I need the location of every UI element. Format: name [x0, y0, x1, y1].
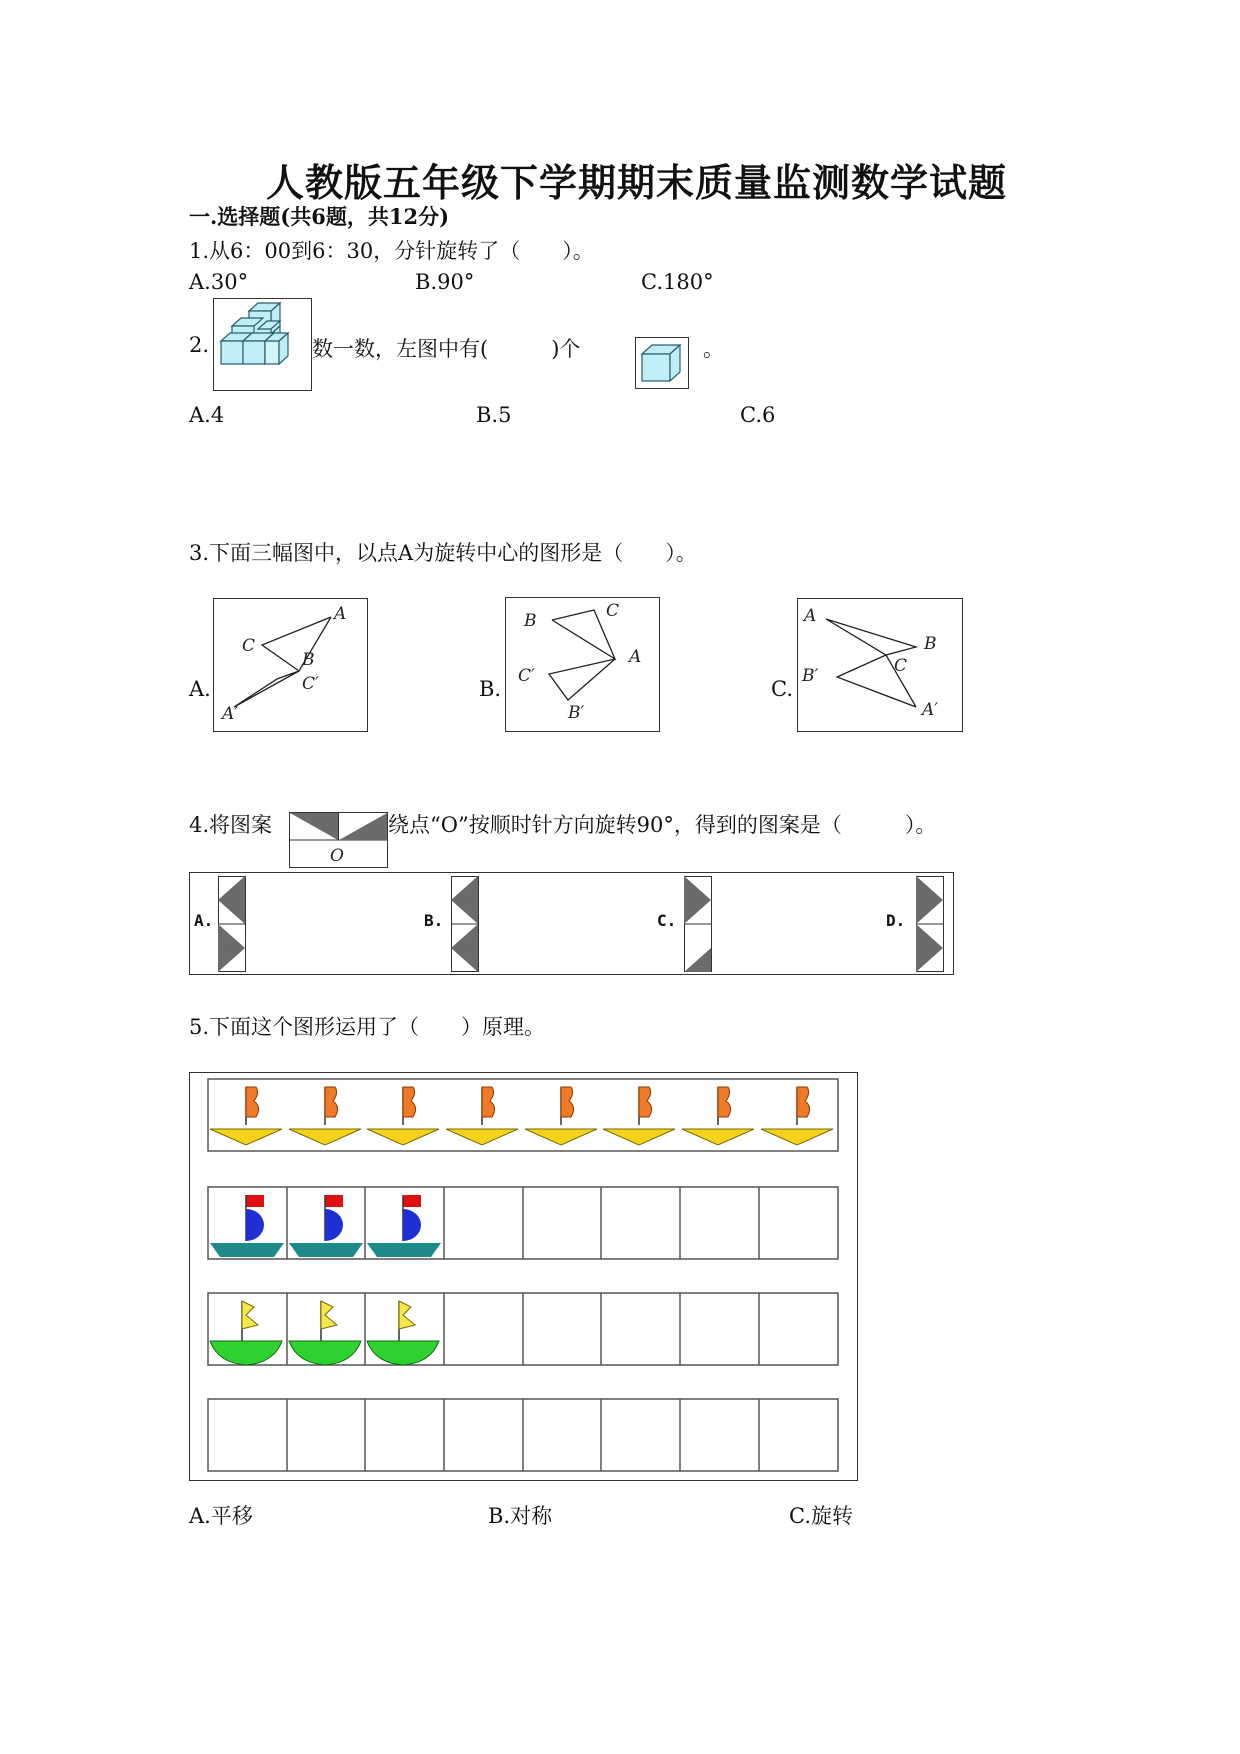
label-b-prime: B′: [568, 703, 585, 723]
question-3-figure-c[interactable]: [797, 598, 963, 732]
label-a: A: [804, 606, 817, 626]
question-4-option-a-label[interactable]: A.: [194, 911, 214, 930]
question-4-prefix: 4.将图案: [189, 813, 273, 837]
boat-pattern-grid: [190, 1073, 857, 1480]
label-c-prime: C′: [518, 666, 535, 686]
question-3-option-b-label[interactable]: B.: [479, 677, 502, 701]
question-4-text: 绕点“O”按顺时针方向旋转90°，得到的图案是（ ）。: [388, 813, 937, 837]
question-3-text: 3.下面三幅图中，以点A为旋转中心的图形是（ ）。: [189, 541, 697, 565]
pivot-label: O: [330, 846, 344, 866]
section-heading: 一.选择题(共6题，共12分): [189, 204, 450, 229]
question-5-option-a[interactable]: A.平移: [189, 1504, 253, 1528]
question-5-figure: [189, 1072, 858, 1481]
label-b-prime: B′: [802, 666, 819, 686]
question-4-option-a-figure[interactable]: [218, 876, 246, 972]
label-a: A: [629, 647, 642, 667]
label-c: C: [894, 656, 908, 676]
label-c-prime: C′: [302, 674, 319, 694]
page-title: 人教版五年级下学期期末质量监测数学试题: [266, 160, 1008, 205]
question-4-pattern: [289, 812, 388, 868]
label-a-prime: A′: [222, 704, 239, 724]
question-4-option-b-figure[interactable]: [451, 876, 479, 972]
question-1-option-b[interactable]: B.90°: [415, 270, 475, 294]
cube-stack-figure: [213, 298, 312, 391]
label-c: C: [242, 636, 256, 656]
question-3-figure-b[interactable]: [505, 597, 660, 732]
question-1-option-a[interactable]: A.30°: [189, 270, 249, 294]
unit-cube-figure: [635, 337, 689, 389]
question-2-text: 数一数，左图中有( )个: [312, 337, 581, 361]
question-1-text: 1.从6：00到6：30，分针旋转了（ ）。: [189, 239, 594, 263]
cube-stack-icon: [214, 299, 311, 390]
label-b: B: [924, 634, 937, 654]
question-1-option-c[interactable]: C.180°: [641, 270, 714, 294]
question-3-option-c-label[interactable]: C.: [771, 677, 793, 701]
question-4-option-c-label[interactable]: C.: [657, 911, 677, 930]
label-b: B: [524, 611, 537, 631]
question-3-figure-a[interactable]: [213, 598, 368, 732]
question-4-options-panel: [189, 872, 954, 975]
question-2-suffix: 。: [703, 337, 724, 361]
label-b: B: [302, 650, 315, 670]
question-4-option-c-figure[interactable]: [684, 876, 712, 972]
question-4-option-b-label[interactable]: B.: [424, 911, 444, 930]
question-5-option-b[interactable]: B.对称: [488, 1504, 553, 1528]
question-2-number: 2.: [189, 333, 210, 357]
question-2-option-c[interactable]: C.6: [740, 403, 776, 427]
label-c: C: [606, 601, 620, 621]
unit-cube-icon: [636, 338, 688, 388]
label-a-prime: A′: [922, 700, 939, 720]
label-a: A: [334, 604, 347, 624]
question-4-option-d-label[interactable]: D.: [886, 911, 906, 930]
question-2-option-b[interactable]: B.5: [476, 403, 512, 427]
question-2-option-a[interactable]: A.4: [189, 403, 225, 427]
question-4-option-d-figure[interactable]: [916, 876, 944, 972]
question-5-option-c[interactable]: C.旋转: [789, 1504, 853, 1528]
question-3-option-a-label[interactable]: A.: [189, 677, 211, 701]
question-5-text: 5.下面这个图形运用了（ ）原理。: [189, 1015, 546, 1039]
